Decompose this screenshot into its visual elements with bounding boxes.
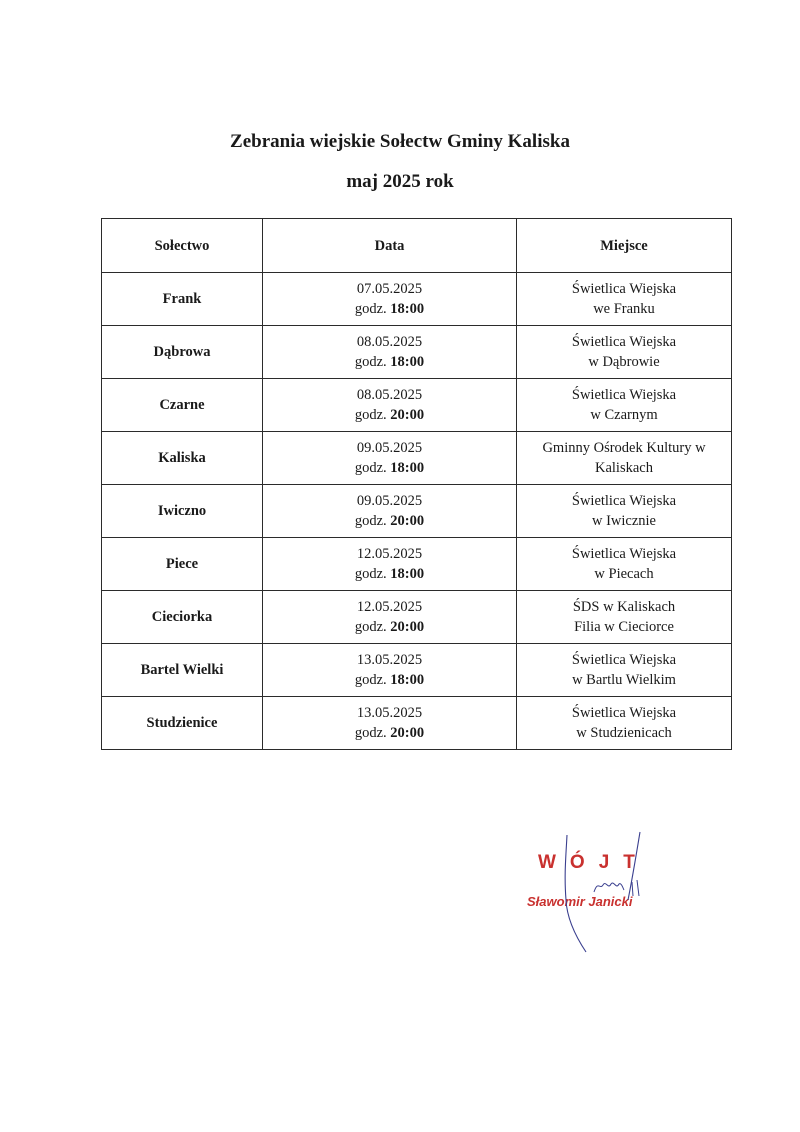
- solectwo-cell: Piece: [102, 538, 263, 591]
- date-value: 13.05.2025: [356, 652, 423, 668]
- place-line-1: Świetlica Wiejska: [571, 652, 677, 668]
- date-cell: [263, 591, 517, 644]
- time-line: [267, 617, 512, 637]
- table-row: [102, 326, 732, 379]
- table-row: [102, 432, 732, 485]
- solectwo-cell: Bartel Wielki: [102, 644, 263, 697]
- time-value: 18:00: [390, 301, 425, 317]
- date-cell: [263, 644, 517, 697]
- time-line: [267, 352, 512, 372]
- time-prefix: godz.: [354, 672, 387, 688]
- time-line: [267, 670, 512, 690]
- date-value: 07.05.2025: [356, 281, 423, 297]
- table-row: [102, 379, 732, 432]
- time-value: 18:00: [390, 672, 425, 688]
- table-row: [102, 485, 732, 538]
- place-line-1: Świetlica Wiejska: [571, 546, 677, 562]
- table-row: [102, 538, 732, 591]
- document-title: Zebrania wiejskie Sołectw Gminy Kaliska: [230, 131, 570, 152]
- date-cell: [263, 538, 517, 591]
- place-cell: [517, 379, 732, 432]
- solectwo-cell: Kaliska: [102, 432, 263, 485]
- time-value: 20:00: [390, 513, 425, 529]
- place-cell: [517, 538, 732, 591]
- time-value: 20:00: [390, 619, 425, 635]
- time-prefix: godz.: [354, 460, 387, 476]
- date-cell: [263, 379, 517, 432]
- date-cell: [263, 485, 517, 538]
- place-cell: [517, 697, 732, 750]
- header-data: Data: [263, 219, 517, 273]
- date-value: 08.05.2025: [356, 387, 423, 403]
- time-value: 20:00: [390, 407, 425, 423]
- signature-name: Sławomir Janicki: [527, 894, 633, 909]
- time-line: [267, 299, 512, 319]
- date-value: 09.05.2025: [356, 493, 423, 509]
- time-prefix: godz.: [354, 566, 387, 582]
- place-line-2: w Studzienicach: [576, 725, 672, 741]
- time-prefix: godz.: [354, 407, 387, 423]
- place-line-2: Filia w Cieciorce: [574, 619, 674, 635]
- schedule-table: [101, 218, 732, 750]
- handwritten-signature-icon: [520, 830, 680, 960]
- place-cell: [517, 273, 732, 326]
- time-value: 18:00: [390, 460, 425, 476]
- date-cell: [263, 273, 517, 326]
- place-line-2: w Iwicznie: [591, 513, 656, 529]
- time-prefix: godz.: [354, 725, 387, 741]
- solectwo-cell: Iwiczno: [102, 485, 263, 538]
- signature-title: WÓJT: [538, 852, 649, 873]
- place-line-1: Świetlica Wiejska: [571, 387, 677, 403]
- date-value: 09.05.2025: [356, 440, 423, 456]
- place-cell: [517, 432, 732, 485]
- table-row: [102, 697, 732, 750]
- table-row: [102, 644, 732, 697]
- time-value: 18:00: [390, 354, 425, 370]
- date-cell: [263, 326, 517, 379]
- place-line-2: w Dąbrowie: [588, 354, 660, 370]
- table-row: [102, 591, 732, 644]
- date-value: 08.05.2025: [356, 334, 423, 350]
- time-line: [267, 405, 512, 425]
- place-line-1: Gminny Ośrodek Kultury w: [542, 440, 706, 456]
- place-line-2: w Czarnym: [590, 407, 658, 423]
- date-cell: [263, 697, 517, 750]
- solectwo-cell: Dąbrowa: [102, 326, 263, 379]
- date-value: 12.05.2025: [356, 546, 423, 562]
- place-line-1: Świetlica Wiejska: [571, 493, 677, 509]
- time-prefix: godz.: [354, 354, 387, 370]
- time-line: [267, 723, 512, 743]
- time-line: [267, 458, 512, 478]
- solectwo-cell: Cieciorka: [102, 591, 263, 644]
- solectwo-cell: Frank: [102, 273, 263, 326]
- table-row: [102, 273, 732, 326]
- time-prefix: godz.: [354, 619, 387, 635]
- place-cell: [517, 591, 732, 644]
- place-line-1: Świetlica Wiejska: [571, 334, 677, 350]
- table-header-row: [102, 219, 732, 273]
- solectwo-cell: Studzienice: [102, 697, 263, 750]
- date-cell: [263, 432, 517, 485]
- place-cell: [517, 485, 732, 538]
- place-line-1: Świetlica Wiejska: [571, 281, 677, 297]
- time-value: 20:00: [390, 725, 425, 741]
- place-cell: [517, 644, 732, 697]
- time-value: 18:00: [390, 566, 425, 582]
- place-line-2: Kaliskach: [595, 460, 653, 476]
- time-prefix: godz.: [354, 301, 387, 317]
- header-miejsce: Miejsce: [517, 219, 732, 273]
- date-value: 12.05.2025: [356, 599, 423, 615]
- place-line-2: we Franku: [593, 301, 655, 317]
- date-value: 13.05.2025: [356, 705, 423, 721]
- time-line: [267, 511, 512, 531]
- place-line-1: Świetlica Wiejska: [571, 705, 677, 721]
- time-line: [267, 564, 512, 584]
- place-line-2: w Bartlu Wielkim: [572, 672, 676, 688]
- solectwo-cell: Czarne: [102, 379, 263, 432]
- place-line-2: w Piecach: [594, 566, 654, 582]
- header-solectwo: Sołectwo: [102, 219, 263, 273]
- document-subtitle: maj 2025 rok: [346, 171, 454, 192]
- time-prefix: godz.: [354, 513, 387, 529]
- place-cell: [517, 326, 732, 379]
- place-line-1: ŚDS w Kaliskach: [572, 599, 676, 615]
